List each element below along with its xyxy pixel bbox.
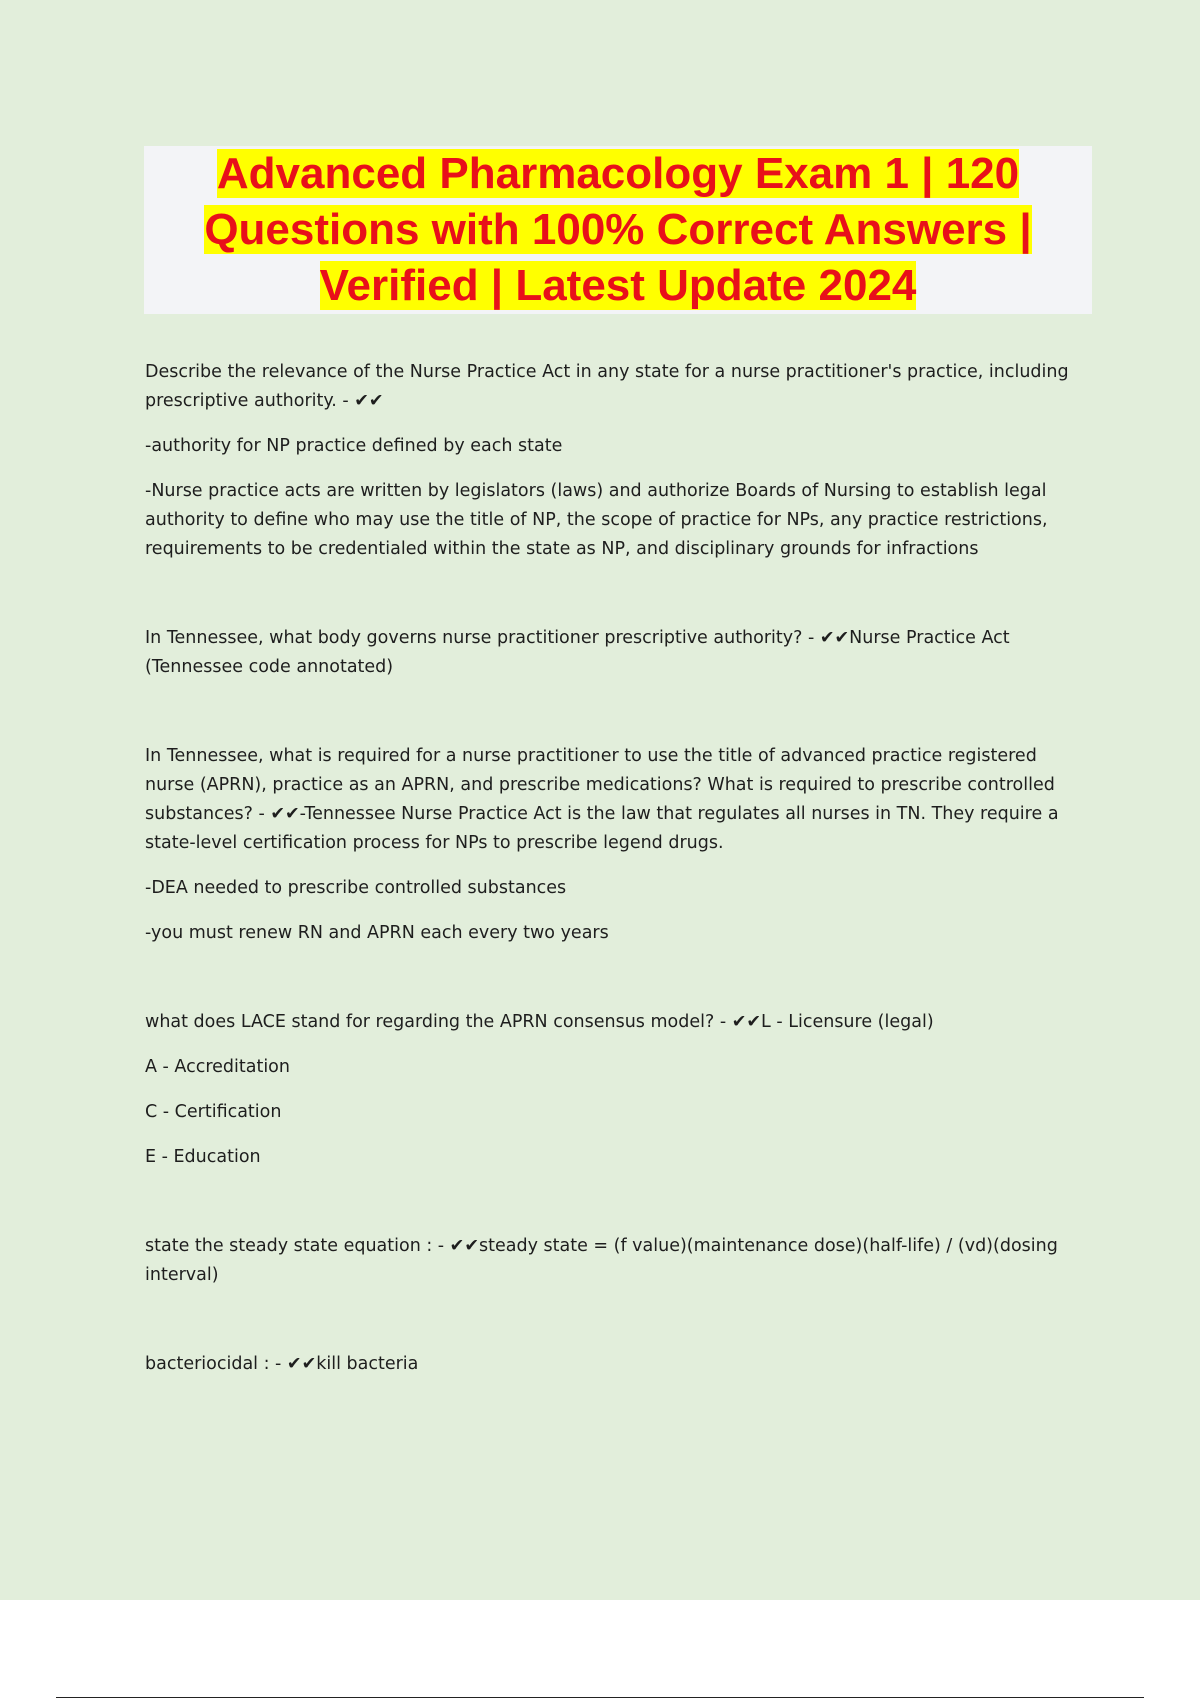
- answer-line: -Nurse practice acts are written by legislators (laws) and authorize Boards of Nursing to establish legal authority to define who may use the title of NP, the scope of practice for NPs, any practice restrictions, requirements to be credentialed within the state as NP, and disciplinary grounds for infractions: [145, 481, 1048, 559]
- answer-line: C - Certification: [145, 1102, 282, 1122]
- qa-item-5: [145, 1232, 1090, 1290]
- question-text: In Tennessee, what is required for a nurse practitioner to use the title of advanced practice registered nurse (APRN), practice as an APRN, and prescribe medications? What is required to prescribe controlled substances? - ✔✔-Tennessee Nurse Practice Act is the law that regulates all nurses in TN. They require a state-level certification process for NPs to prescribe legend drugs.: [145, 746, 1059, 853]
- title-banner: [144, 146, 1092, 314]
- question-text: Describe the relevance of the Nurse Practice Act in any state for a nurse practitioner's practice, including prescriptive authority. - ✔✔: [145, 362, 1069, 411]
- question-text: state the steady state equation : - ✔✔steady state = (f value)(maintenance dose)(half-life) / (vd)(dosing interval): [145, 1236, 1058, 1285]
- question-text: what does LACE stand for regarding the APRN consensus model? - ✔✔L - Licensure (legal): [145, 1012, 934, 1032]
- question-text: bacteriocidal : - ✔✔kill bacteria: [145, 1354, 419, 1374]
- answer-line: E - Education: [145, 1147, 261, 1167]
- qa-item-2: [145, 624, 1090, 682]
- answer-line: A - Accreditation: [145, 1057, 290, 1077]
- qa-item-6: [145, 1350, 1090, 1379]
- answer-line: -DEA needed to prescribe controlled substances: [145, 878, 567, 898]
- question-text: In Tennessee, what body governs nurse practitioner prescriptive authority? - ✔✔Nurse Practice Act (Tennessee code annotated): [145, 628, 1010, 677]
- qa-item-1: [145, 358, 1090, 564]
- qa-item-3: [145, 742, 1090, 948]
- answer-line: -you must renew RN and APRN each every two years: [145, 923, 609, 943]
- answer-line: -authority for NP practice defined by each state: [145, 436, 563, 456]
- document-title: Advanced Pharmacology Exam 1 | 120 Questions with 100% Correct Answers | Verified | Latest Update 2024: [204, 149, 1032, 310]
- qa-item-4: [145, 1008, 1090, 1172]
- qa-content: [145, 358, 1090, 1379]
- page-bottom-divider: [56, 1697, 1144, 1698]
